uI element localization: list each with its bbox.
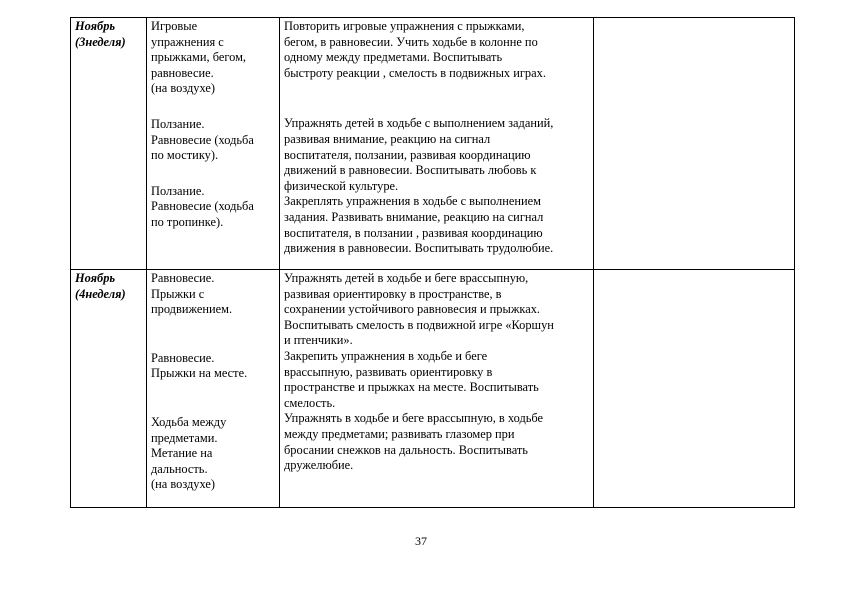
activity-block [151, 19, 275, 97]
text-line: Упражнять детей в ходьбе и беге врассыпную, [284, 271, 529, 285]
text-line: одному между предметами. Воспитывать [284, 50, 503, 65]
text-line: Игровые [151, 19, 198, 33]
activity-block [151, 351, 275, 382]
plan-table [70, 17, 795, 508]
goal-block [284, 411, 589, 473]
text-line: Равновесие. [151, 350, 215, 365]
text-line: Ходьба между [151, 414, 227, 429]
activity-block [151, 117, 275, 164]
text-line: Закреплять упражнения в ходьбе с выполнением [284, 194, 541, 209]
empty-cell [594, 18, 795, 270]
text-line: по тропинке). [151, 214, 224, 229]
text-line: упражнения с [151, 34, 224, 49]
activity-cell [147, 18, 280, 270]
text-line: дальность. [151, 461, 208, 476]
goals-cell [280, 18, 594, 270]
table-row [71, 18, 795, 270]
week-label: (4неделя) [75, 286, 126, 301]
text-line: задания. Развивать внимание, реакцию на сигнал [284, 209, 544, 224]
text-line: развивая ориентировку в пространстве, в [284, 286, 502, 301]
week-label: (3неделя) [75, 34, 126, 49]
text-line: движения в равновесии. Воспитывать трудолюбие. [284, 241, 554, 256]
activity-block [151, 415, 275, 493]
text-line: (на воздухе) [151, 81, 215, 96]
empty-cell [594, 270, 795, 508]
text-line: быстроту реакции , смелость в подвижных играх. [284, 65, 546, 80]
month-cell [71, 18, 147, 270]
activity-cell [147, 270, 280, 508]
text-line: равновесие. [151, 65, 214, 80]
goals-cell [280, 270, 594, 508]
activity-block [151, 184, 275, 231]
goal-block [284, 271, 589, 349]
goal-block [284, 194, 589, 256]
table-row [71, 270, 795, 508]
text-line: Упражнять детей в ходьбе с выполнением заданий, [284, 116, 554, 131]
text-line: воспитателя, ползании, развивая координацию [284, 147, 531, 162]
text-line: дружелюбие. [284, 458, 354, 473]
text-line: Ползание. [151, 116, 205, 131]
month-cell [71, 270, 147, 508]
text-line: по мостику). [151, 148, 219, 163]
text-line: прыжками, бегом, [151, 50, 247, 65]
text-line: предметами. [151, 430, 218, 445]
text-line: продвижением. [151, 302, 233, 317]
text-line: Упражнять в ходьбе и беге врассыпную, в ходьбе [284, 411, 544, 426]
text-line: Ползание. [151, 183, 205, 198]
text-line: Равновесие (ходьба [151, 132, 254, 147]
text-line: Закрепить упражнения в ходьбе и беге [284, 348, 488, 363]
text-line: смелость. [284, 395, 336, 410]
page-number: 37 [415, 534, 427, 548]
text-line: бросании снежков на дальность. Воспитывать [284, 442, 528, 457]
month-label: Ноябрь [75, 19, 116, 33]
month-label: Ноябрь [75, 271, 116, 285]
text-line: развивая внимание, реакцию на сигнал [284, 131, 491, 146]
text-line: Воспитывать смелость в подвижной игре «Коршун [284, 317, 554, 332]
text-line: и птенчики». [284, 333, 353, 348]
text-line: Прыжки с [151, 286, 205, 301]
text-line: (на воздухе) [151, 477, 215, 492]
goal-block [284, 349, 589, 411]
text-line: Повторить игровые упражнения с прыжками, [284, 19, 525, 33]
goal-block [284, 116, 589, 194]
text-line: Равновесие (ходьба [151, 199, 254, 214]
text-line: бегом, в равновесии. Учить ходьбе в колонне по [284, 34, 538, 49]
text-line: сохранении устойчивого равновесия и прыжках. [284, 302, 541, 317]
text-line: воспитателя, в ползании , развивая координацию [284, 225, 543, 240]
text-line: Равновесие. [151, 271, 215, 285]
activity-block [151, 271, 275, 318]
text-line: между предметами; развивать глазомер при [284, 426, 515, 441]
text-line: пространстве и прыжках на месте. Воспитывать [284, 380, 539, 395]
text-line: врассыпную, развивать ориентировку в [284, 364, 493, 379]
text-line: Прыжки на месте. [151, 366, 248, 381]
text-line: физической культуре. [284, 178, 399, 193]
text-line: движений в равновесии. Воспитывать любовь к [284, 163, 537, 178]
text-line: Метание на [151, 446, 213, 461]
goal-block [284, 19, 589, 81]
